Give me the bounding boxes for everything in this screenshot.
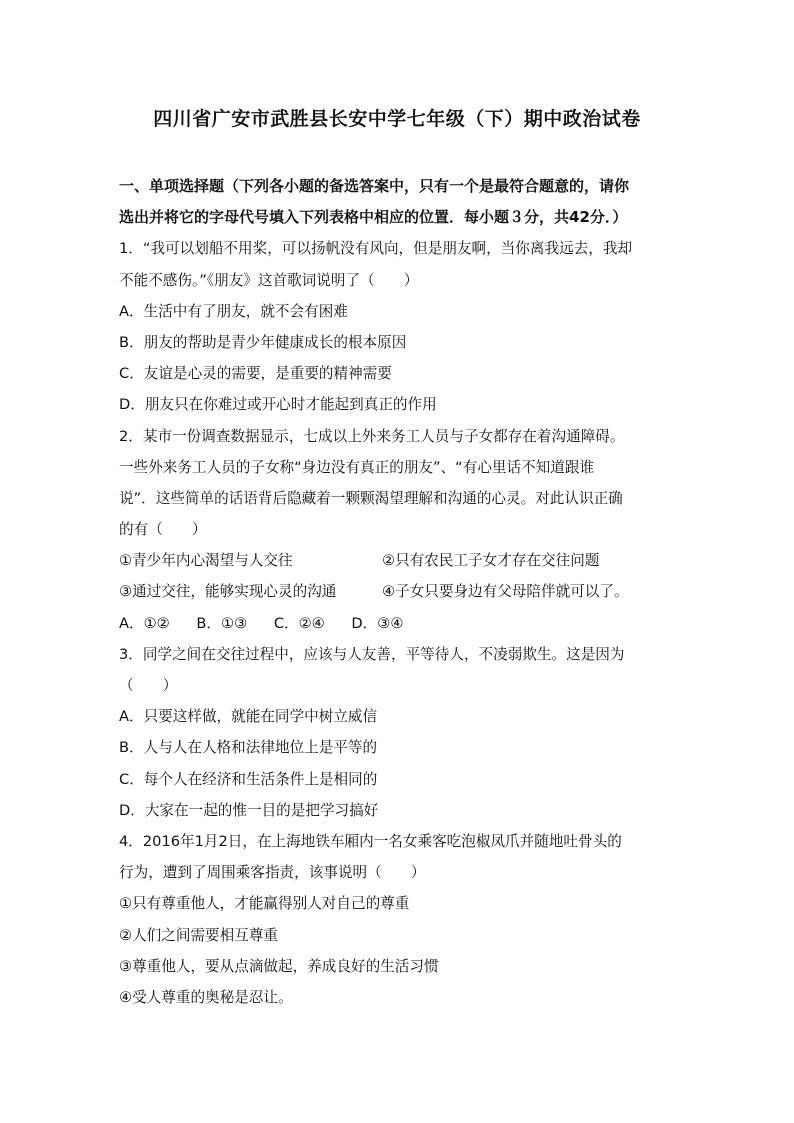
q4-item-3: ③尊重他人，要从点滴做起，养成良好的生活习惯 [119,957,439,975]
page-title: 四川省广安市武胜县长安中学七年级（下）期中政治试卷 [153,108,641,130]
q2-items-row-1 [119,545,679,576]
q2-item-2: ②只有农民工子女才存在交往问题 [382,552,600,570]
q1-option-d: D．朋友只在你难过或开心时才能起到真正的作用 [119,396,437,414]
q2-stem-line-3: 说”．这些简单的话语背后隐藏着一颗颗渴望理解和沟通的心灵。对此认识正确 [119,489,623,507]
q2-item-4: ④子女只要身边有父母陪伴就可以了。 [382,583,629,601]
q3-option-a: A．只要这样做，就能在同学中树立威信 [119,708,378,726]
q2-stem-line-1: 2．某市一份调查数据显示，七成以上外来务工人员与子女都存在着沟通障碍。 [119,427,625,445]
q2-option-b: B．①③ [196,614,248,632]
q2-stem-line-2: 一些外来务工人员的子女称“身边没有真正的朋友”、“有心里话不知道跟谁 [119,458,595,476]
section-heading-line-1: 一、单项选择题（下列各小题的备选答案中，只有一个是最符合题意的，请你 [119,177,630,195]
exam-content [119,171,679,1013]
q1-option-b: B．朋友的帮助是青少年健康成长的根本原因 [119,333,407,351]
q3-stem-line-1: 3．同学之间在交往过程中，应该与人友善，平等待人，不凌弱欺生。这是因为 [119,645,625,663]
q2-option-d: D．③④ [351,614,404,632]
q4-stem-line-2: 行为，遭到了周围乘客指责，该事说明（ ） [119,864,426,882]
q4-stem-line-1: 4．2016年1月2日，在上海地铁车厢内一名女乘客吃泡椒凤爪并随地吐骨头的 [119,832,622,850]
q2-stem-line-4: 的有（ ） [119,521,207,539]
section-heading-line-2: 选出并将它的字母代号填入下列表格中相应的位置．每小题３分，共42分．） [119,208,628,227]
q2-option-c: C．②④ [273,614,325,632]
q3-option-c: C．每个人在经济和生活条件上是相同的 [119,770,378,788]
q3-option-b: B．人与人在人格和法律地位上是平等的 [119,739,378,757]
q2-item-3: ③通过交往，能够实现心灵的沟通 [119,583,337,601]
q2-items-row-2 [119,576,679,607]
q2-item-1: ①青少年内心渴望与人交往 [119,552,293,570]
q1-option-a: A．生活中有了朋友，就不会有困难 [119,302,348,320]
q1-stem-line-2: 不能不感伤。”《朋友》这首歌词说明了（ ） [119,271,419,289]
q2-option-a: A．①② [119,614,170,632]
q2-options [119,608,679,639]
q1-option-c: C．友谊是心灵的需要，是重要的精神需要 [119,365,392,383]
q4-item-4: ④受人尊重的奥秘是忍让。 [119,988,293,1006]
q1-stem-line-1: 1．“我可以划船不用桨，可以扬帆没有风向，但是朋友啊，当你离我远去，我却 [119,240,633,258]
q3-option-d: D．大家在一起的惟一目的是把学习搞好 [119,801,379,819]
q4-item-2: ②人们之间需要相互尊重 [119,926,279,944]
q4-item-1: ①只有尊重他人，才能赢得别人对自己的尊重 [119,895,410,913]
q3-stem-line-2: （ ） [119,677,178,694]
